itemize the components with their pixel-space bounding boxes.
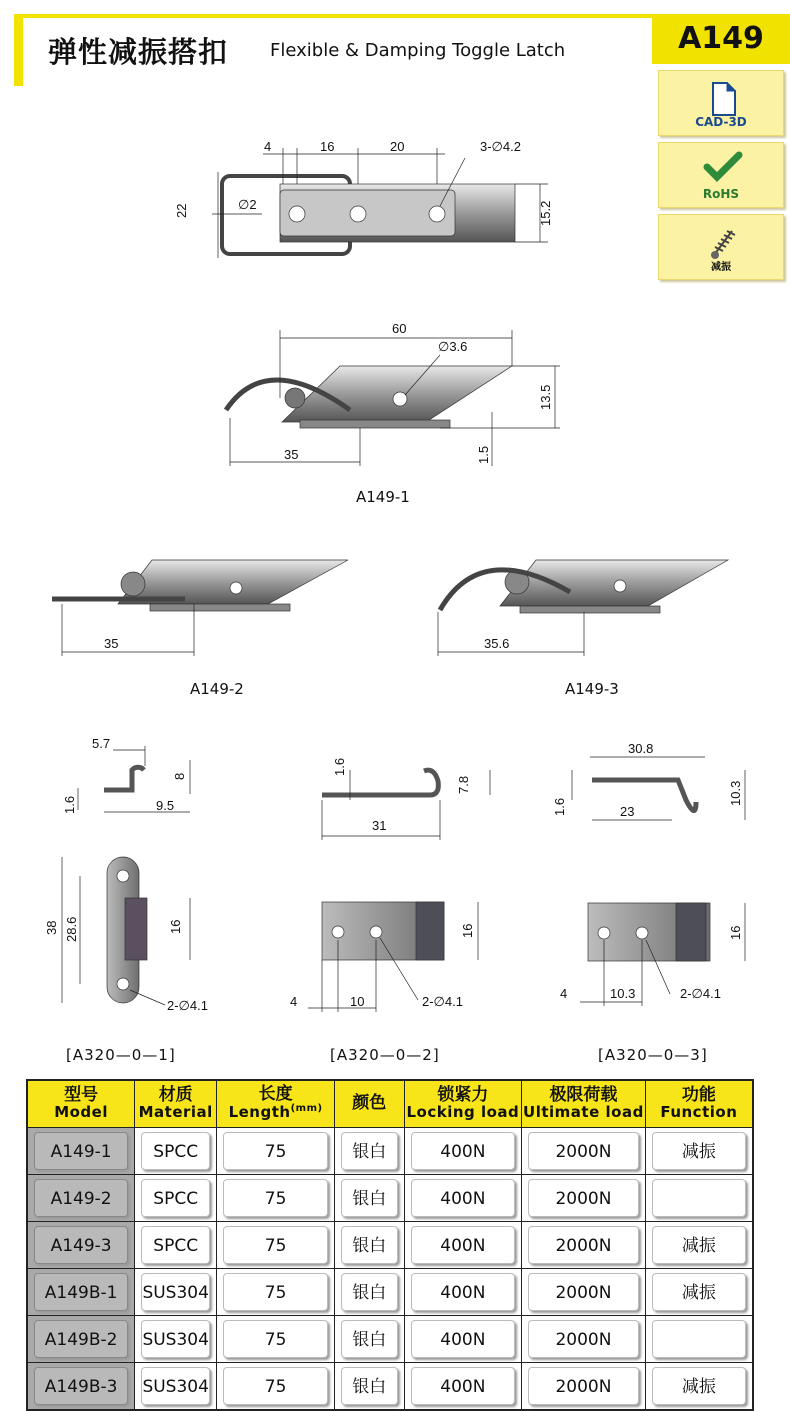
dim-hook1-1-6: 1.6 — [62, 795, 77, 814]
table-cell-value: 400N — [411, 1179, 516, 1217]
table-cell-value: A149-2 — [34, 1179, 128, 1217]
col-material-header: 材质 Material — [135, 1080, 217, 1127]
table-row — [27, 1268, 753, 1315]
table-cell-value: 银白 — [341, 1367, 398, 1405]
table-row — [27, 1174, 753, 1221]
table-cell-value: 400N — [411, 1226, 516, 1264]
table-cell — [522, 1174, 646, 1221]
damping-label: 减振 — [711, 262, 731, 273]
dim-hook2-7-8: 7.8 — [456, 775, 471, 794]
dim-catch3-16: 16 — [728, 925, 743, 940]
model-number-badge: A149 — [652, 14, 790, 64]
table-cell — [27, 1268, 135, 1315]
page-title-en: Flexible & Damping Toggle Latch — [270, 40, 566, 61]
dim-top-4: 4 — [264, 139, 272, 154]
table-cell — [404, 1221, 522, 1268]
dim-catch2-4: 4 — [290, 994, 298, 1009]
dim-hook2-1-6: 1.6 — [332, 757, 347, 776]
dim-side-1-5: 1.5 — [476, 445, 491, 464]
dim-catch1-38: 38 — [44, 920, 59, 935]
table-cell — [135, 1268, 217, 1315]
table-cell — [135, 1221, 217, 1268]
table-cell-value: SUS304 — [141, 1273, 210, 1311]
a149-3-drawing — [438, 560, 728, 656]
table-cell-value: SUS304 — [141, 1320, 210, 1358]
table-cell-value: 75 — [223, 1179, 328, 1217]
table-cell — [135, 1362, 217, 1410]
table-cell — [645, 1362, 753, 1410]
ref-a320-0-3: [A320—0—3] — [598, 1046, 708, 1064]
table-cell — [334, 1362, 404, 1410]
cad-3d-label: CAD-3D — [695, 115, 747, 129]
page-title-cn: 弹性减振搭扣 — [48, 35, 229, 69]
dim-catch2-16: 16 — [460, 923, 475, 938]
dim-side-13-5: 13.5 — [538, 384, 553, 410]
dim-top-15-2: 15.2 — [538, 200, 553, 226]
dim-hook1-8: 8 — [172, 772, 187, 780]
table-row — [27, 1362, 753, 1410]
table-cell-value: 75 — [223, 1273, 328, 1311]
dim-hook3-23: 23 — [620, 804, 635, 819]
dim-side-60: 60 — [392, 321, 407, 336]
dim-catch3-4: 4 — [560, 986, 568, 1001]
table-cell-value: 银白 — [341, 1273, 398, 1311]
table-cell-value: SUS304 — [141, 1367, 210, 1405]
table-cell-value: 75 — [223, 1367, 328, 1405]
table-cell-value: SPCC — [141, 1179, 210, 1217]
table-cell-value: 减振 — [652, 1226, 746, 1264]
ref-a320-0-2: [A320—0—2] — [330, 1046, 440, 1064]
spec-table — [26, 1079, 754, 1411]
dim-hook2-31: 31 — [372, 818, 387, 833]
table-cell-value: 银白 — [341, 1179, 398, 1217]
table-cell-value: A149B-2 — [34, 1320, 128, 1358]
table-cell-value: 减振 — [652, 1367, 746, 1405]
table-cell — [522, 1221, 646, 1268]
table-cell — [27, 1127, 135, 1174]
table-cell-value: 400N — [411, 1320, 516, 1358]
table-cell — [27, 1362, 135, 1410]
dim-hook3-30-8: 30.8 — [628, 741, 654, 756]
dim-a149-2-35: 35 — [104, 636, 119, 651]
table-cell-value: 减振 — [652, 1132, 746, 1170]
table-cell — [217, 1127, 335, 1174]
dim-top-16: 16 — [320, 139, 335, 154]
table-cell — [217, 1221, 335, 1268]
table-cell — [645, 1221, 753, 1268]
table-row — [27, 1315, 753, 1362]
table-cell — [404, 1127, 522, 1174]
table-cell — [334, 1127, 404, 1174]
table-cell — [645, 1315, 753, 1362]
table-cell — [27, 1315, 135, 1362]
table-cell — [334, 1268, 404, 1315]
table-cell — [217, 1315, 335, 1362]
table-header-row — [27, 1080, 753, 1127]
dim-catch1-28-6: 28.6 — [64, 916, 79, 942]
table-cell — [522, 1315, 646, 1362]
table-cell-value: 75 — [223, 1132, 328, 1170]
table-cell-value: 2000N — [528, 1179, 639, 1217]
table-cell — [334, 1174, 404, 1221]
dim-a149-3-35-6: 35.6 — [484, 636, 510, 651]
table-cell-value: 75 — [223, 1226, 328, 1264]
table-cell-value: SPCC — [141, 1132, 210, 1170]
dim-hook3-1-6: 1.6 — [552, 797, 567, 816]
table-cell-value: 2000N — [528, 1132, 639, 1170]
caption-a149-1: A149-1 — [356, 488, 410, 506]
table-cell — [522, 1127, 646, 1174]
dim-catch2-10: 10 — [350, 994, 365, 1009]
hook-3-drawing — [572, 757, 745, 820]
table-cell-value: 2000N — [528, 1273, 639, 1311]
dim-catch1-holes: 2-∅4.1 — [167, 998, 208, 1013]
table-cell — [334, 1221, 404, 1268]
dim-catch2-holes: 2-∅4.1 — [422, 994, 463, 1009]
caption-a149-2: A149-2 — [190, 680, 244, 698]
table-cell — [135, 1127, 217, 1174]
rohs-label: RoHS — [702, 187, 740, 201]
table-cell — [645, 1268, 753, 1315]
table-cell — [27, 1174, 135, 1221]
table-cell — [645, 1127, 753, 1174]
table-cell-value: SPCC — [141, 1226, 210, 1264]
table-cell-value: A149B-1 — [34, 1273, 128, 1311]
col-color-header: 颜色 — [334, 1080, 404, 1127]
table-cell-value: 银白 — [341, 1226, 398, 1264]
table-cell — [404, 1362, 522, 1410]
dim-catch3-holes: 2-∅4.1 — [680, 986, 721, 1001]
col-function-header: 功能 Function — [645, 1080, 753, 1127]
table-cell — [522, 1362, 646, 1410]
dim-top-20: 20 — [390, 139, 405, 154]
dim-side-d3-6: ∅3.6 — [438, 339, 468, 354]
table-cell-value: A149B-3 — [34, 1367, 128, 1405]
col-length-header: 长度 Length$^{(mm)}$ — [217, 1080, 335, 1127]
table-cell-value: 2000N — [528, 1226, 639, 1264]
table-cell — [217, 1268, 335, 1315]
ref-a320-0-1: [A320—0—1] — [66, 1046, 176, 1064]
table-row — [27, 1127, 753, 1174]
table-cell-value: 减振 — [652, 1273, 746, 1311]
table-cell — [522, 1268, 646, 1315]
table-cell-value: A149-3 — [34, 1226, 128, 1264]
dim-top-d2: ∅2 — [238, 197, 257, 212]
table-cell — [135, 1174, 217, 1221]
table-cell — [135, 1315, 217, 1362]
col-model-header: 型号 Model — [27, 1080, 135, 1127]
a149-2-drawing — [52, 560, 348, 656]
table-cell — [404, 1268, 522, 1315]
dim-catch3-10-3: 10.3 — [610, 986, 636, 1001]
table-cell — [217, 1174, 335, 1221]
table-cell-value: 400N — [411, 1367, 516, 1405]
table-cell-value: 银白 — [341, 1320, 398, 1358]
dim-hook1-9-5: 9.5 — [156, 798, 175, 813]
col-locking-load-header: 锁紧力 Locking load — [404, 1080, 522, 1127]
table-cell — [645, 1174, 753, 1221]
caption-a149-3: A149-3 — [565, 680, 619, 698]
table-cell-value: 75 — [223, 1320, 328, 1358]
table-cell — [404, 1174, 522, 1221]
side-view-drawing — [226, 330, 560, 466]
table-cell — [217, 1362, 335, 1410]
dim-catch1-16: 16 — [168, 919, 183, 934]
table-cell — [27, 1221, 135, 1268]
table-cell-value: 400N — [411, 1132, 516, 1170]
table-cell-value — [652, 1179, 746, 1217]
table-cell — [404, 1315, 522, 1362]
table-cell-value: 2000N — [528, 1320, 639, 1358]
dim-top-22: 22 — [174, 203, 189, 218]
dim-hook1-5-7: 5.7 — [92, 736, 111, 751]
table-cell — [334, 1315, 404, 1362]
table-row — [27, 1221, 753, 1268]
dim-side-35: 35 — [284, 447, 299, 462]
col-ultimate-load-header: 极限荷载 Ultimate load — [522, 1080, 646, 1127]
dim-top-holes: 3-∅4.2 — [480, 139, 521, 154]
table-cell-value: 银白 — [341, 1132, 398, 1170]
table-cell-value: A149-1 — [34, 1132, 128, 1170]
top-view-drawing — [212, 148, 548, 258]
table-cell-value: 2000N — [528, 1367, 639, 1405]
table-cell-value: 400N — [411, 1273, 516, 1311]
table-cell-value — [652, 1320, 746, 1358]
dim-hook3-10-3: 10.3 — [728, 780, 743, 806]
